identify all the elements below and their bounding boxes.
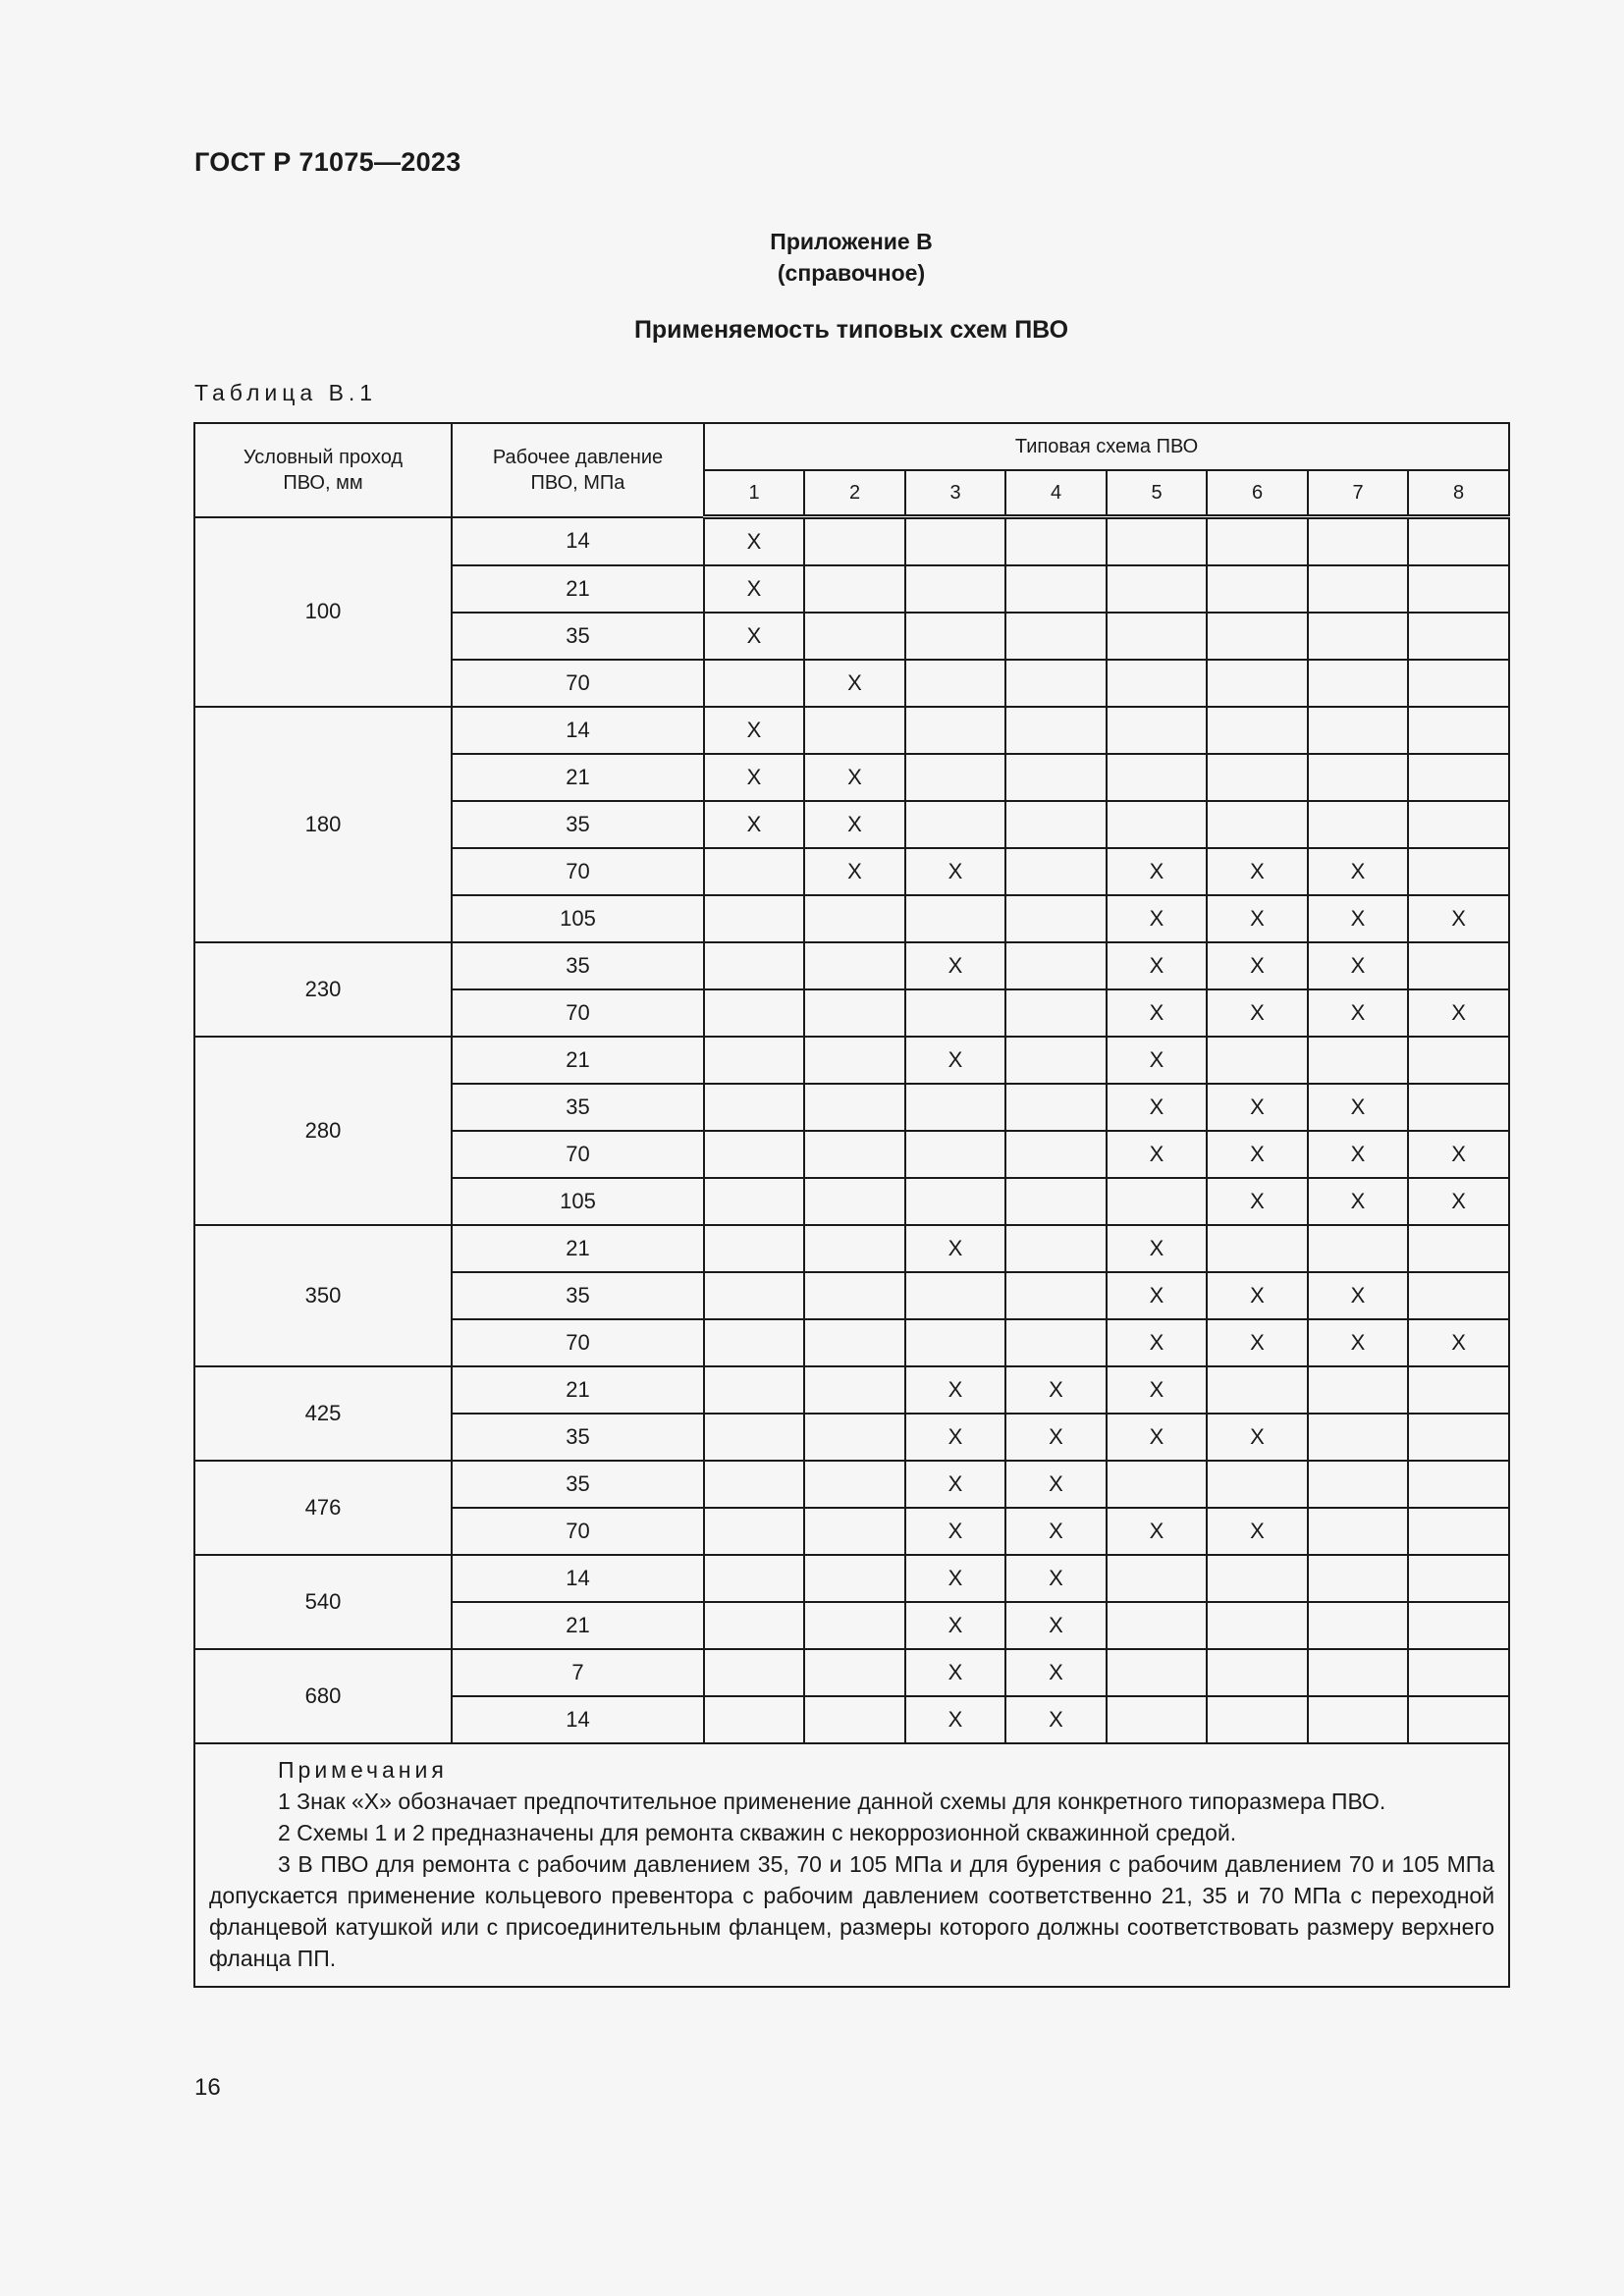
- scheme-mark-cell: [1005, 660, 1107, 707]
- scheme-mark-cell: X: [704, 754, 804, 801]
- scheme-mark-cell: X: [905, 1037, 1005, 1084]
- scheme-mark-cell: [905, 754, 1005, 801]
- scheme-mark-cell: [804, 565, 905, 613]
- scheme-mark-cell: X: [804, 848, 905, 895]
- section-title: Применяемость типовых схем ПВО: [633, 316, 1069, 344]
- pressure-cell: 35: [452, 1272, 704, 1319]
- scheme-mark-cell: X: [1207, 895, 1308, 942]
- scheme-mark-cell: [1408, 660, 1509, 707]
- scheme-mark-cell: [804, 1602, 905, 1649]
- document-code: ГОСТ Р 71075—2023: [194, 147, 461, 177]
- scheme-mark-cell: [704, 1319, 804, 1366]
- scheme-mark-cell: [804, 1366, 905, 1414]
- scheme-mark-cell: X: [1005, 1555, 1107, 1602]
- scheme-mark-cell: [704, 1178, 804, 1225]
- scheme-mark-cell: X: [905, 1696, 1005, 1743]
- table-row: [194, 942, 1509, 989]
- scheme-mark-cell: [1308, 1366, 1408, 1414]
- scheme-mark-cell: [1408, 754, 1509, 801]
- table-container: [193, 422, 1508, 1988]
- pressure-cell: 14: [452, 1696, 704, 1743]
- table-row: [194, 707, 1509, 754]
- header-passage: Условный проход ПВО, мм: [194, 423, 452, 517]
- scheme-mark-cell: [804, 1037, 905, 1084]
- scheme-mark-cell: [1408, 1366, 1509, 1414]
- scheme-mark-cell: [1308, 1508, 1408, 1555]
- scheme-mark-cell: X: [1107, 989, 1207, 1037]
- scheme-mark-cell: [1308, 660, 1408, 707]
- scheme-mark-cell: [1207, 707, 1308, 754]
- scheme-mark-cell: [804, 895, 905, 942]
- scheme-mark-cell: [1207, 1696, 1308, 1743]
- scheme-mark-cell: X: [905, 1508, 1005, 1555]
- scheme-mark-cell: [1005, 989, 1107, 1037]
- pressure-cell: 21: [452, 565, 704, 613]
- scheme-mark-cell: [1308, 613, 1408, 660]
- pressure-cell: 35: [452, 942, 704, 989]
- scheme-mark-cell: [1107, 1461, 1207, 1508]
- scheme-mark-cell: [804, 1461, 905, 1508]
- scheme-mark-cell: [704, 1696, 804, 1743]
- scheme-mark-cell: X: [905, 942, 1005, 989]
- scheme-mark-cell: [804, 1319, 905, 1366]
- scheme-mark-cell: [804, 1414, 905, 1461]
- scheme-mark-cell: [1107, 1602, 1207, 1649]
- passage-cell: 350: [194, 1225, 452, 1366]
- scheme-mark-cell: [1005, 1084, 1107, 1131]
- scheme-mark-cell: [704, 989, 804, 1037]
- notes-title: Примечания: [278, 1757, 448, 1783]
- scheme-mark-cell: [1408, 1272, 1509, 1319]
- scheme-mark-cell: X: [1308, 848, 1408, 895]
- scheme-mark-cell: [804, 1508, 905, 1555]
- scheme-mark-cell: [1005, 895, 1107, 942]
- scheme-mark-cell: [704, 1602, 804, 1649]
- scheme-mark-cell: [1408, 1555, 1509, 1602]
- scheme-mark-cell: X: [804, 801, 905, 848]
- scheme-mark-cell: [1005, 848, 1107, 895]
- scheme-mark-cell: [1005, 1178, 1107, 1225]
- scheme-mark-cell: [1207, 1225, 1308, 1272]
- scheme-mark-cell: [1107, 754, 1207, 801]
- scheme-mark-cell: [905, 801, 1005, 848]
- scheme-mark-cell: [1308, 801, 1408, 848]
- scheme-mark-cell: X: [1005, 1696, 1107, 1743]
- applicability-table: [193, 422, 1510, 1988]
- scheme-mark-cell: [1408, 801, 1509, 848]
- scheme-mark-cell: [1408, 1696, 1509, 1743]
- scheme-mark-cell: [1207, 1649, 1308, 1696]
- scheme-number: 1: [704, 470, 804, 517]
- scheme-mark-cell: [905, 1084, 1005, 1131]
- scheme-mark-cell: X: [1107, 895, 1207, 942]
- scheme-mark-cell: X: [1308, 1131, 1408, 1178]
- pressure-cell: 21: [452, 1602, 704, 1649]
- passage-cell: 476: [194, 1461, 452, 1555]
- scheme-mark-cell: [804, 1131, 905, 1178]
- scheme-mark-cell: [1308, 517, 1408, 566]
- scheme-mark-cell: X: [1308, 1319, 1408, 1366]
- scheme-mark-cell: X: [1207, 1084, 1308, 1131]
- scheme-mark-cell: X: [905, 848, 1005, 895]
- scheme-mark-cell: [905, 1131, 1005, 1178]
- passage-cell: 230: [194, 942, 452, 1037]
- scheme-mark-cell: [804, 989, 905, 1037]
- scheme-mark-cell: [804, 1178, 905, 1225]
- scheme-mark-cell: X: [1207, 1272, 1308, 1319]
- scheme-mark-cell: [804, 613, 905, 660]
- table-row: [194, 1555, 1509, 1602]
- table-row: [194, 1037, 1509, 1084]
- annex-title: Приложение В: [770, 229, 933, 254]
- scheme-mark-cell: X: [1207, 942, 1308, 989]
- pressure-cell: 105: [452, 1178, 704, 1225]
- scheme-mark-cell: [1408, 848, 1509, 895]
- scheme-mark-cell: X: [905, 1461, 1005, 1508]
- scheme-mark-cell: [1207, 1461, 1308, 1508]
- scheme-mark-cell: [1408, 1461, 1509, 1508]
- scheme-mark-cell: X: [905, 1366, 1005, 1414]
- scheme-mark-cell: [1207, 660, 1308, 707]
- scheme-mark-cell: [1408, 1602, 1509, 1649]
- scheme-mark-cell: [1408, 1414, 1509, 1461]
- scheme-mark-cell: X: [704, 565, 804, 613]
- scheme-mark-cell: X: [1207, 989, 1308, 1037]
- scheme-mark-cell: X: [1408, 1131, 1509, 1178]
- pressure-cell: 14: [452, 1555, 704, 1602]
- scheme-mark-cell: [804, 1225, 905, 1272]
- scheme-mark-cell: X: [1408, 989, 1509, 1037]
- scheme-mark-cell: [1107, 1649, 1207, 1696]
- pressure-cell: 70: [452, 848, 704, 895]
- scheme-mark-cell: [1408, 517, 1509, 566]
- scheme-mark-cell: [1408, 942, 1509, 989]
- scheme-number: 6: [1207, 470, 1308, 517]
- scheme-mark-cell: X: [905, 1225, 1005, 1272]
- scheme-mark-cell: [704, 1037, 804, 1084]
- scheme-mark-cell: X: [804, 660, 905, 707]
- scheme-mark-cell: X: [1308, 1178, 1408, 1225]
- page-number: 16: [194, 2074, 221, 2101]
- scheme-mark-cell: X: [1107, 1084, 1207, 1131]
- scheme-mark-cell: [1308, 1225, 1408, 1272]
- scheme-mark-cell: X: [704, 707, 804, 754]
- scheme-mark-cell: [804, 707, 905, 754]
- scheme-mark-cell: [1408, 565, 1509, 613]
- scheme-mark-cell: [1107, 707, 1207, 754]
- scheme-mark-cell: [1207, 565, 1308, 613]
- scheme-mark-cell: X: [1207, 848, 1308, 895]
- table-row: [194, 1225, 1509, 1272]
- scheme-mark-cell: X: [1207, 1131, 1308, 1178]
- scheme-mark-cell: [1005, 942, 1107, 989]
- scheme-mark-cell: [1005, 517, 1107, 566]
- scheme-mark-cell: [1207, 1602, 1308, 1649]
- scheme-mark-cell: [1107, 565, 1207, 613]
- scheme-mark-cell: X: [1408, 1178, 1509, 1225]
- header-scheme: Типовая схема ПВО: [704, 423, 1509, 470]
- pressure-cell: 35: [452, 613, 704, 660]
- scheme-mark-cell: X: [1005, 1649, 1107, 1696]
- scheme-mark-cell: [1408, 1037, 1509, 1084]
- scheme-mark-cell: X: [905, 1649, 1005, 1696]
- passage-cell: 280: [194, 1037, 452, 1225]
- table-row: [194, 517, 1509, 566]
- scheme-mark-cell: X: [1308, 989, 1408, 1037]
- scheme-mark-cell: [905, 1178, 1005, 1225]
- scheme-mark-cell: [704, 1131, 804, 1178]
- scheme-mark-cell: X: [1207, 1414, 1308, 1461]
- scheme-mark-cell: [1005, 707, 1107, 754]
- pressure-cell: 70: [452, 1508, 704, 1555]
- scheme-mark-cell: X: [1107, 848, 1207, 895]
- scheme-mark-cell: X: [1005, 1366, 1107, 1414]
- pressure-cell: 35: [452, 1084, 704, 1131]
- table-row: [194, 1366, 1509, 1414]
- scheme-mark-cell: [1005, 565, 1107, 613]
- scheme-mark-cell: X: [1308, 895, 1408, 942]
- scheme-mark-cell: X: [905, 1414, 1005, 1461]
- passage-cell: 680: [194, 1649, 452, 1743]
- scheme-mark-cell: [704, 1555, 804, 1602]
- scheme-mark-cell: [905, 565, 1005, 613]
- scheme-mark-cell: [704, 1508, 804, 1555]
- scheme-mark-cell: [905, 517, 1005, 566]
- scheme-mark-cell: [1107, 801, 1207, 848]
- scheme-mark-cell: X: [1107, 1508, 1207, 1555]
- scheme-mark-cell: X: [1107, 1319, 1207, 1366]
- pressure-cell: 70: [452, 1131, 704, 1178]
- pressure-cell: 14: [452, 707, 704, 754]
- scheme-mark-cell: [1207, 1037, 1308, 1084]
- scheme-mark-cell: [1308, 754, 1408, 801]
- passage-cell: 540: [194, 1555, 452, 1649]
- scheme-mark-cell: [1005, 613, 1107, 660]
- note-item: 2 Схемы 1 и 2 предназначены для ремонта скважин с некоррозионной скважинной средой.: [278, 1820, 1237, 1845]
- scheme-mark-cell: X: [704, 801, 804, 848]
- scheme-mark-cell: X: [1408, 895, 1509, 942]
- note-item: 1 Знак «Х» обозначает предпочтительное применение данной схемы для конкретного типоразмера ПВО.: [278, 1789, 1386, 1814]
- scheme-mark-cell: [804, 1084, 905, 1131]
- note-item: 3 В ПВО для ремонта с рабочим давлением 35, 70 и 105 МПа и для бурения с рабочим давлением 70 и 105 МПа допускается применение кольцевого превентора с рабочим давлением соответственно 21, 35 и 70 МПа с переходной фланцевой катушкой или с присоединительным фланцем, размеры которого должны соответствовать размеру верхнего фланца ПП.: [209, 1851, 1495, 1971]
- annex-subtitle: (справочное): [777, 260, 926, 286]
- scheme-mark-cell: X: [1207, 1319, 1308, 1366]
- scheme-mark-cell: X: [1308, 942, 1408, 989]
- header-pressure: Рабочее давление ПВО, МПа: [452, 423, 704, 517]
- scheme-mark-cell: [704, 1272, 804, 1319]
- scheme-mark-cell: [1005, 1037, 1107, 1084]
- scheme-number: 7: [1308, 470, 1408, 517]
- scheme-mark-cell: X: [1107, 942, 1207, 989]
- scheme-mark-cell: [1207, 517, 1308, 566]
- scheme-mark-cell: [1107, 1178, 1207, 1225]
- scheme-mark-cell: [1207, 1366, 1308, 1414]
- scheme-number: 5: [1107, 470, 1207, 517]
- scheme-mark-cell: [905, 660, 1005, 707]
- scheme-number: 3: [905, 470, 1005, 517]
- scheme-mark-cell: [1308, 1037, 1408, 1084]
- pressure-cell: 105: [452, 895, 704, 942]
- scheme-mark-cell: X: [1308, 1272, 1408, 1319]
- scheme-mark-cell: [1207, 754, 1308, 801]
- scheme-mark-cell: X: [1207, 1178, 1308, 1225]
- scheme-mark-cell: [1308, 1696, 1408, 1743]
- scheme-mark-cell: [1408, 1649, 1509, 1696]
- scheme-mark-cell: [704, 1414, 804, 1461]
- scheme-mark-cell: [1107, 1555, 1207, 1602]
- scheme-mark-cell: [905, 989, 1005, 1037]
- pressure-cell: 21: [452, 754, 704, 801]
- scheme-mark-cell: X: [1107, 1131, 1207, 1178]
- scheme-mark-cell: X: [1107, 1366, 1207, 1414]
- scheme-mark-cell: X: [704, 613, 804, 660]
- pressure-cell: 35: [452, 801, 704, 848]
- scheme-mark-cell: [905, 895, 1005, 942]
- scheme-mark-cell: [804, 517, 905, 566]
- scheme-mark-cell: [1005, 801, 1107, 848]
- pressure-cell: 70: [452, 989, 704, 1037]
- passage-cell: 425: [194, 1366, 452, 1461]
- scheme-mark-cell: [704, 660, 804, 707]
- scheme-mark-cell: [1005, 754, 1107, 801]
- scheme-mark-cell: [1107, 660, 1207, 707]
- scheme-mark-cell: [1408, 613, 1509, 660]
- scheme-mark-cell: [1308, 1414, 1408, 1461]
- pressure-cell: 14: [452, 517, 704, 566]
- scheme-mark-cell: [704, 1366, 804, 1414]
- scheme-mark-cell: [1207, 1555, 1308, 1602]
- scheme-mark-cell: [1005, 1272, 1107, 1319]
- scheme-mark-cell: [1408, 1084, 1509, 1131]
- scheme-mark-cell: [905, 707, 1005, 754]
- scheme-mark-cell: [1207, 613, 1308, 660]
- scheme-mark-cell: X: [1107, 1272, 1207, 1319]
- scheme-mark-cell: [1207, 801, 1308, 848]
- pressure-cell: 35: [452, 1414, 704, 1461]
- pressure-cell: 35: [452, 1461, 704, 1508]
- scheme-mark-cell: X: [1005, 1414, 1107, 1461]
- scheme-mark-cell: [704, 1649, 804, 1696]
- scheme-mark-cell: [704, 1084, 804, 1131]
- scheme-mark-cell: [804, 1696, 905, 1743]
- pressure-cell: 21: [452, 1366, 704, 1414]
- scheme-mark-cell: [905, 1272, 1005, 1319]
- pressure-cell: 21: [452, 1037, 704, 1084]
- scheme-mark-cell: X: [804, 754, 905, 801]
- scheme-mark-cell: [704, 1225, 804, 1272]
- scheme-number: 8: [1408, 470, 1509, 517]
- scheme-mark-cell: [1005, 1319, 1107, 1366]
- scheme-mark-cell: [804, 1649, 905, 1696]
- notes-block: [194, 1743, 1509, 1987]
- scheme-mark-cell: [704, 895, 804, 942]
- pressure-cell: 7: [452, 1649, 704, 1696]
- scheme-mark-cell: [804, 1555, 905, 1602]
- scheme-mark-cell: [905, 1319, 1005, 1366]
- table-row: [194, 1461, 1509, 1508]
- pressure-cell: 21: [452, 1225, 704, 1272]
- pressure-cell: 70: [452, 1319, 704, 1366]
- scheme-mark-cell: [704, 848, 804, 895]
- scheme-mark-cell: [905, 613, 1005, 660]
- scheme-mark-cell: X: [1005, 1461, 1107, 1508]
- scheme-mark-cell: [1308, 707, 1408, 754]
- scheme-mark-cell: X: [1308, 1084, 1408, 1131]
- scheme-mark-cell: X: [1005, 1602, 1107, 1649]
- scheme-mark-cell: [1408, 1508, 1509, 1555]
- scheme-mark-cell: [1107, 1696, 1207, 1743]
- scheme-mark-cell: [704, 942, 804, 989]
- scheme-mark-cell: [1308, 1649, 1408, 1696]
- scheme-mark-cell: [1308, 1602, 1408, 1649]
- scheme-mark-cell: [1107, 613, 1207, 660]
- scheme-mark-cell: [1107, 517, 1207, 566]
- scheme-mark-cell: X: [1107, 1414, 1207, 1461]
- scheme-mark-cell: X: [1005, 1508, 1107, 1555]
- scheme-mark-cell: [1308, 565, 1408, 613]
- scheme-mark-cell: [1308, 1555, 1408, 1602]
- scheme-mark-cell: [1005, 1225, 1107, 1272]
- table-label: Таблица В.1: [194, 380, 378, 405]
- scheme-mark-cell: [1308, 1461, 1408, 1508]
- scheme-mark-cell: [1005, 1131, 1107, 1178]
- scheme-number: 2: [804, 470, 905, 517]
- scheme-mark-cell: [1408, 707, 1509, 754]
- table-row: [194, 1649, 1509, 1696]
- scheme-number: 4: [1005, 470, 1107, 517]
- scheme-mark-cell: X: [905, 1602, 1005, 1649]
- scheme-mark-cell: X: [704, 517, 804, 566]
- passage-cell: 180: [194, 707, 452, 942]
- scheme-mark-cell: X: [1207, 1508, 1308, 1555]
- scheme-mark-cell: [804, 1272, 905, 1319]
- pressure-cell: 70: [452, 660, 704, 707]
- scheme-mark-cell: X: [1408, 1319, 1509, 1366]
- scheme-mark-cell: X: [1107, 1225, 1207, 1272]
- scheme-mark-cell: [1408, 1225, 1509, 1272]
- passage-cell: 100: [194, 517, 452, 708]
- scheme-mark-cell: X: [905, 1555, 1005, 1602]
- annex-heading: [0, 226, 1624, 289]
- scheme-mark-cell: [704, 1461, 804, 1508]
- scheme-mark-cell: [804, 942, 905, 989]
- scheme-mark-cell: X: [1107, 1037, 1207, 1084]
